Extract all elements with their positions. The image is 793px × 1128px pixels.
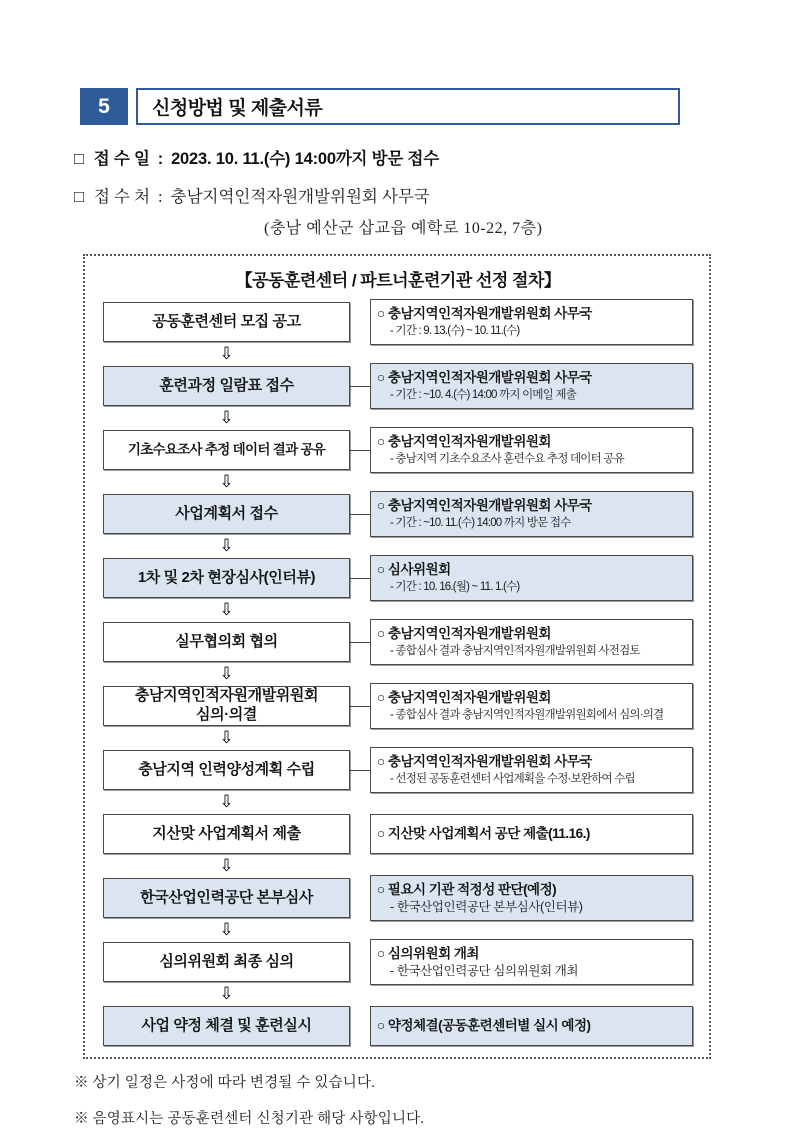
flow-step-left-col [103,494,350,534]
flow-step-row [103,875,693,921]
connector-line [350,875,370,921]
down-arrow-icon: ⇩ [219,728,234,747]
flow-step-detail-sub: - 선정된 공동훈련센터 사업계획을 수정·보완하여 수립 [390,772,635,785]
receipt-date-label: 접 수 일 [93,150,150,168]
section-header [80,88,793,125]
flow-step-detail-title: ○ 심의위원회 개최 [377,945,479,961]
flow-arrow-row [103,345,350,363]
flow-step-left-col [103,1006,350,1046]
footnote-shading: ※ 음영표시는 공동훈련센터 신청기관 해당 사항입니다. [74,1111,425,1127]
flow-arrow-row [103,601,350,619]
flow-arrow-row [103,409,350,427]
flow-step-detail-box [370,619,693,665]
flow-arrow-row [103,793,350,811]
intro-bullets [74,145,793,238]
flow-step-row [103,427,693,473]
flow-step-detail-title: ○ 충남지역인적자원개발위원회 사무국 [377,498,592,514]
flow-step-box: 기초수요조사 추정 데이터 결과 공유 [103,430,350,470]
flow-step-detail-box [370,555,693,601]
down-arrow-icon: ⇩ [219,984,234,1003]
flow-step-box: 사업계획서 접수 [103,494,350,534]
connector-line [350,363,370,409]
flow-step-detail-sub: - 한국산업인력공단 본부심사(인터뷰) [390,899,583,914]
down-arrow-icon: ⇩ [219,408,234,427]
flow-step-detail-box [370,299,693,345]
flow-step-left-col [103,686,350,726]
connector-line [350,747,370,793]
connector-line [350,939,370,985]
section-title: 신청방법 및 제출서류 [152,98,323,119]
flow-step-detail-sub: - 종합심사 결과 충남지역인적자원개발위원회 사전검토 [390,644,640,657]
flow-step-detail-sub: - 기간 : ~10. 4.(수) 14:00 까지 이메일 제출 [390,388,577,401]
flow-step-row [103,491,693,537]
flow-step-detail-sub: - 기간 : 9. 13.(수) ~ 10. 11.(수) [390,324,520,337]
flow-step-box: 훈련과정 일람표 접수 [103,366,350,406]
flow-step-left-col [103,750,350,790]
connector-line [350,811,370,857]
flow-step-detail-box [370,363,693,409]
flow-step-detail-box [370,939,693,985]
connector-line [350,299,370,345]
separator: : [157,150,164,168]
flow-step-detail-title: ○ 심사위원회 [377,562,451,578]
flow-step-detail-box [370,491,693,537]
flow-step-detail-box [370,1006,693,1046]
flow-step-box: 공동훈련센터 모집 공고 [103,302,350,342]
flow-step-box: 1차 및 2차 현장심사(인터뷰) [103,558,350,598]
selection-process-box [83,254,711,1059]
flowchart-rows [103,299,693,1049]
flow-step-row [103,683,693,729]
footnotes [74,1071,793,1128]
flow-step-detail-title: ○ 지산맞 사업계획서 공단 제출(11.16.) [377,825,590,841]
flow-arrow-row [103,729,350,747]
down-arrow-icon: ⇩ [219,600,234,619]
flow-step-detail-title: ○ 충남지역인적자원개발위원회 사무국 [377,306,592,322]
flow-arrow-row [103,473,350,491]
flow-step-row [103,363,693,409]
flow-step-left-col [103,814,350,854]
connector-line [350,491,370,537]
flow-step-box: 실무협의회 협의 [103,622,350,662]
down-arrow-icon: ⇩ [219,664,234,683]
flow-step-detail-title: ○ 충남지역인적자원개발위원회 [377,690,551,706]
section-number: 5 [98,94,110,118]
flow-step-detail-box [370,427,693,473]
receipt-date-value: 2023. 10. 11.(수) 14:00까지 방문 접수 [171,150,440,168]
connector-line [350,1003,370,1049]
flow-step-detail-sub: - 기간 : 10. 16.(월) ~ 11. 1.(수) [390,580,520,593]
flow-step-left-col [103,878,350,918]
section-number-badge [80,88,128,125]
flow-step-box: 충남지역 인력양성계획 수립 [103,750,350,790]
square-bullet-icon: □ [74,150,84,168]
flow-step-left-col [103,622,350,662]
flow-step-box: 사업 약정 체결 및 훈련실시 [103,1006,350,1046]
down-arrow-icon: ⇩ [219,792,234,811]
flow-step-detail-title: ○ 필요시 기관 적정성 판단(예정) [377,881,557,897]
flow-step-left-col [103,942,350,982]
flow-step-detail-title: ○ 충남지역인적자원개발위원회 사무국 [377,754,592,770]
flow-step-detail-sub: - 종합심사 결과 충남지역인적자원개발위원회에서 심의·의결 [390,708,664,721]
flow-step-detail-sub: - 충남지역 기초수요조사 훈련수요 추정 데이터 공유 [390,452,624,465]
flow-arrow-row [103,921,350,939]
flow-step-detail-box [370,814,693,854]
receipt-date-line [74,145,793,169]
flow-step-left-col [103,430,350,470]
connector-line [350,619,370,665]
flow-step-detail-sub: - 한국산업인력공단 심의위원회 개최 [390,963,579,978]
flow-arrow-row [103,665,350,683]
receipt-address: (충남 예산군 삽교읍 예학로 10-22, 7층) [264,220,543,237]
flow-step-box: 충남지역인적자원개발위원회 심의·의결 [103,686,350,726]
flow-arrow-row [103,537,350,555]
flow-step-detail-box [370,875,693,921]
down-arrow-icon: ⇩ [219,536,234,555]
flow-step-detail-title: ○ 충남지역인적자원개발위원회 [377,626,551,642]
flow-arrow-row [103,857,350,875]
flow-step-box: 한국산업인력공단 본부심사 [103,878,350,918]
flow-step-row [103,299,693,345]
footnote-schedule: ※ 상기 일정은 사정에 따라 변경될 수 있습니다. [74,1075,376,1091]
connector-line [350,555,370,601]
separator: : [158,187,163,206]
flow-step-left-col [103,366,350,406]
down-arrow-icon: ⇩ [219,472,234,491]
flow-step-detail-sub: - 기간 : ~10. 11.(수) 14:00 까지 방문 접수 [390,516,571,529]
down-arrow-icon: ⇩ [219,920,234,939]
flow-step-row [103,747,693,793]
receipt-place-value: 충남지역인적자원개발위원회 사무국 [170,187,430,206]
flow-step-box: 지산맞 사업계획서 제출 [103,814,350,854]
connector-line [350,683,370,729]
flow-step-left-col [103,558,350,598]
down-arrow-icon: ⇩ [219,344,234,363]
flow-step-detail-title: ○ 충남지역인적자원개발위원회 [377,434,551,450]
square-bullet-icon: □ [74,187,84,206]
flow-step-detail-box [370,747,693,793]
flow-step-row [103,811,693,857]
flow-step-row [103,619,693,665]
receipt-place-line [74,183,793,207]
flow-step-box: 심의위원회 최종 심의 [103,942,350,982]
flow-arrow-row [103,985,350,1003]
section-title-box [136,88,680,125]
receipt-place-label: 접 수 처 [93,187,151,206]
flowchart-title: 【공동훈련센터 / 파트너훈련기관 선정 절차】 [235,271,561,290]
flow-step-left-col [103,302,350,342]
down-arrow-icon: ⇩ [219,856,234,875]
flow-step-detail-box [370,683,693,729]
flow-step-row [103,939,693,985]
flow-step-row [103,1003,693,1049]
flow-step-detail-title: ○ 충남지역인적자원개발위원회 사무국 [377,370,592,386]
flow-step-detail-title: ○ 약정체결(공동훈련센터별 실시 예정) [377,1017,591,1033]
connector-line [350,427,370,473]
flow-step-row [103,555,693,601]
